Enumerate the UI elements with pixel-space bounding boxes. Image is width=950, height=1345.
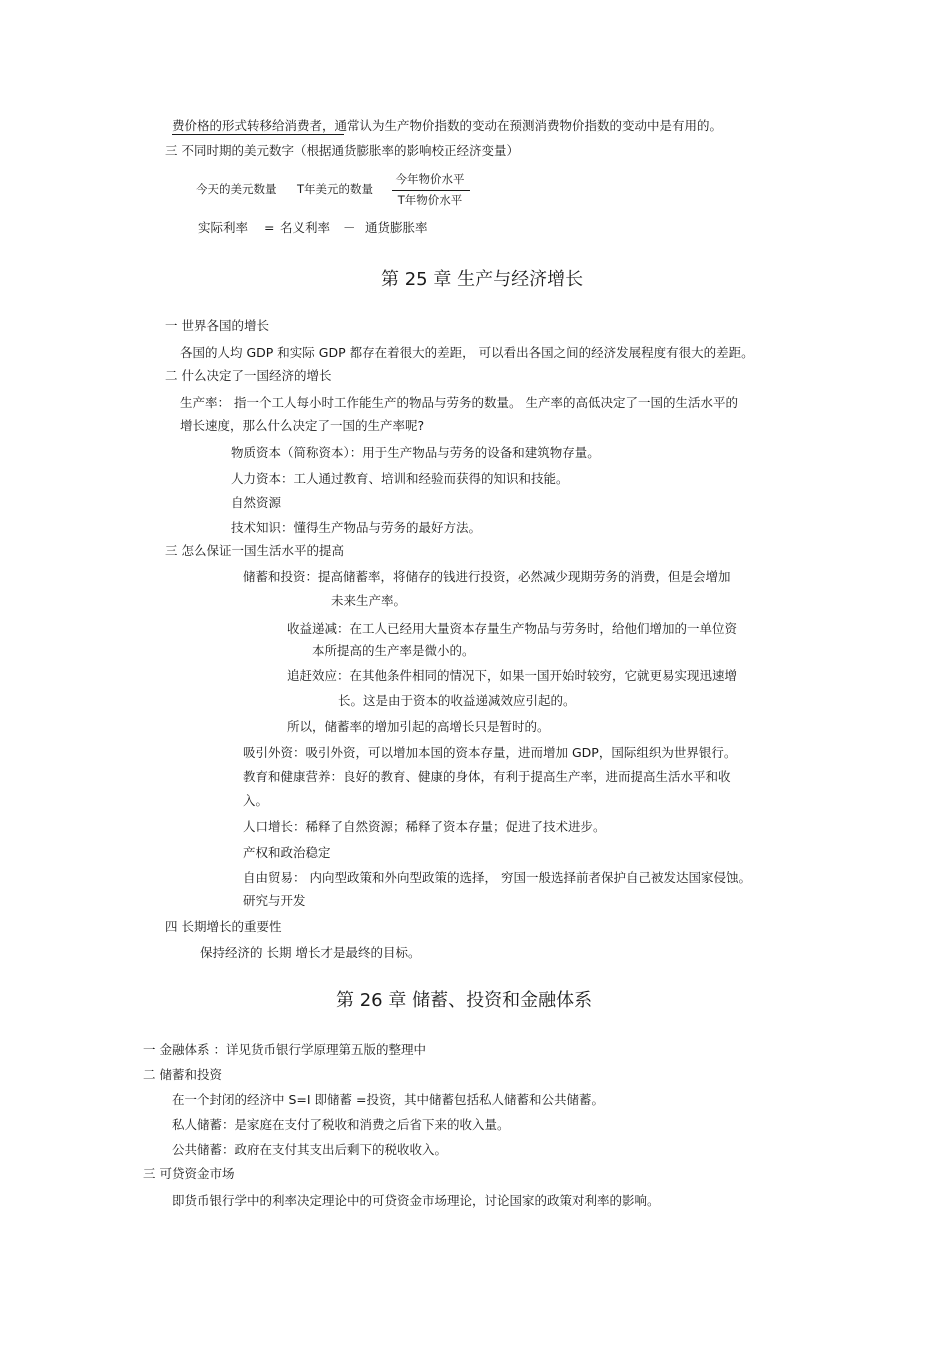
paragraph: 增长速度，那么什么决定了一国的生产率呢? xyxy=(180,418,425,433)
formula2-a: 名义利率 xyxy=(280,220,331,235)
paragraph: 生产率： 指一个工人每小时工作能生产的物品与劳务的数量。 生产率的高低决定了一国的生活水平的 xyxy=(180,395,738,410)
list-item: 未来生产率。 xyxy=(331,593,407,608)
paragraph: 公共储蓄：政府在支付其支出后剩下的税收收入。 xyxy=(172,1142,448,1157)
formula-numerator: 今年物价水平 xyxy=(395,172,465,186)
formula2-eq: = xyxy=(264,220,275,235)
paragraph: 各国的人均 GDP 和实际 GDP 都存在着很大的差距， 可以看出各国之间的经济发展程度有很大的差距。 xyxy=(180,345,754,360)
list-item: 研究与开发 xyxy=(243,893,306,908)
list-item: 自然资源 xyxy=(231,495,282,510)
list-item: 所以，储蓄率的增加引起的高增长只是暂时的。 xyxy=(287,719,550,734)
list-item: 入。 xyxy=(243,793,269,808)
list-item: 长。这是由于资本的收益递减效应引起的。 xyxy=(338,693,576,708)
list-item: 自由贸易： 内向型政策和外向型政策的选择， 穷国一般选择前者保护自己被发达国家侵蚀。 xyxy=(243,870,751,885)
intro-line: 费价格的形式转移给消费者，通常认为生产物价指数的变动在预测消费物价指数的变动中是有用的。 xyxy=(172,118,723,133)
section-heading: 三 不同时期的美元数字（根据通货膨胀率的影响校正经济变量） xyxy=(165,143,519,158)
formula-left: 今天的美元数量 xyxy=(196,182,277,196)
formula-denominator: T年物价水平 xyxy=(397,193,463,207)
chapter-25-title: 第 25 章 生产与经济增长 xyxy=(381,269,584,290)
section-heading: 三 可贷资金市场 xyxy=(143,1166,235,1181)
section-heading: 四 长期增长的重要性 xyxy=(165,919,282,934)
paragraph: 保持经济的 长期 增长才是最终的目标。 xyxy=(200,945,421,960)
list-item: 本所提高的生产率是微小的。 xyxy=(312,643,475,658)
list-item: 技术知识：懂得生产物品与劳务的最好方法。 xyxy=(231,520,482,535)
list-item: 教育和健康营养：良好的教育、健康的身体，有利于提高生产率，进而提高生活水平和收 xyxy=(243,769,731,784)
section-heading: 三 怎么保证一国生活水平的提高 xyxy=(165,543,344,558)
list-item: 吸引外资：吸引外资，可以增加本国的资本存量，进而增加 GDP，国际组织为世界银行。 xyxy=(243,745,737,760)
paragraph: 在一个封闭的经济中 S=I 即储蓄 =投资，其中储蓄包括私人储蓄和公共储蓄。 xyxy=(172,1092,604,1107)
list-item: 收益递减：在工人已经用大量资本存量生产物品与劳务时，给他们增加的一单位资 xyxy=(287,621,738,636)
list-item: 人力资本：工人通过教育、培训和经验而获得的知识和技能。 xyxy=(231,471,569,486)
section-heading: 一 世界各国的增长 xyxy=(165,318,269,333)
list-item: 储蓄和投资：提高储蓄率，将储存的钱进行投资，必然减少现期劳务的消费，但是会增加 xyxy=(243,569,731,584)
list-item: 物质资本（简称资本）：用于生产物品与劳务的设备和建筑物存量。 xyxy=(231,445,600,460)
formula2-left: 实际利率 xyxy=(198,220,249,235)
paragraph: 即货币银行学中的利率决定理论中的可贷资金市场理论，讨论国家的政策对利率的影响。 xyxy=(172,1193,660,1208)
section-heading: 二 储蓄和投资 xyxy=(143,1067,222,1082)
section-heading: 二 什么决定了一国经济的增长 xyxy=(165,368,332,383)
chapter-26-title: 第 26 章 储蓄、投资和金融体系 xyxy=(336,990,593,1011)
fraction-bar xyxy=(392,190,470,191)
list-item: 追赶效应：在其他条件相同的情况下，如果一国开始时较穷，它就更易实现迅速增 xyxy=(287,668,738,683)
list-item: 人口增长：稀释了自然资源；稀释了资本存量；促进了技术进步。 xyxy=(243,819,606,834)
section-heading: 一 金融体系 ：详见货币银行学原理第五版的整理中 xyxy=(143,1042,426,1057)
formula-right: T年美元的数量 xyxy=(297,182,374,196)
list-item: 产权和政治稳定 xyxy=(243,845,331,860)
paragraph: 私人储蓄：是家庭在支付了税收和消费之后省下来的收入量。 xyxy=(172,1117,510,1132)
formula2-b: 通货膨胀率 xyxy=(365,220,428,235)
formula2-minus: － xyxy=(343,220,356,235)
